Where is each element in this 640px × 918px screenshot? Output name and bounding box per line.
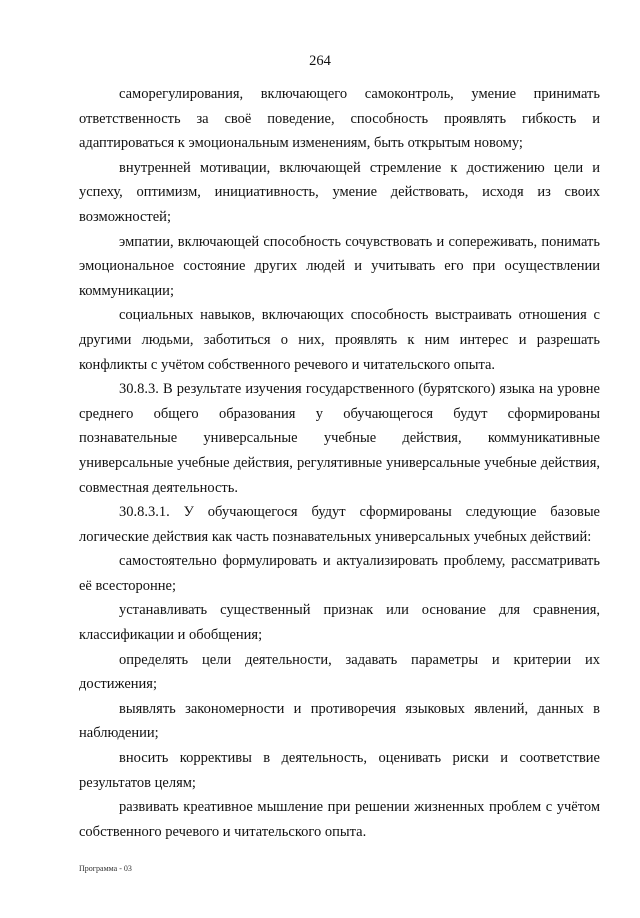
paragraph-social-skills: социальных навыков, включающих способность выстраивать отношения с другими людьми, заботиться о них, проявлять к ним интерес и разрешать конфликты с учётом собственного речевого и читательского опыта. bbox=[79, 307, 600, 373]
list-item-define-goals: определять цели деятельности, задавать параметры и критерии их достижения; bbox=[79, 651, 600, 693]
body-text bbox=[79, 82, 600, 844]
paragraph-self-regulation: саморегулирования, включающего самоконтроль, умение принимать ответственность за своё поведение, способность проявлять гибкость и адаптироваться к эмоциональным изменениям, быть открытым новому; bbox=[79, 86, 600, 152]
list-item-formulate-problem: самостоятельно формулировать и актуализировать проблему, рассматривать её всесторонне; bbox=[79, 553, 600, 594]
paragraph-section-30-8-3: 30.8.3. В результате изучения государственного (бурятского) языка на уровне среднего общего образования у обучающегося будут сформированы познавательные универсальные учебные действия, коммуникативные универсальные учебные действия, регулятивные универсальные учебные действия, совместная деятельность. bbox=[79, 381, 600, 496]
list-item-identify-patterns: выявлять закономерности и противоречия языковых явлений, данных в наблюдении; bbox=[79, 700, 600, 742]
list-item-make-corrections: вносить коррективы в деятельность, оценивать риски и соответствие результатов целям; bbox=[79, 750, 600, 791]
page-number: 264 bbox=[309, 53, 331, 69]
paragraph-internal-motivation: внутренней мотивации, включающей стремление к достижению цели и успеху, оптимизм, инициативность, умение действовать, исходя из своих возможностей; bbox=[79, 159, 600, 225]
list-item-creative-thinking: развивать креативное мышление при решении жизненных проблем с учётом собственного речевого и читательского опыта. bbox=[79, 799, 600, 840]
paragraph-empathy: эмпатии, включающей способность сочувствовать и сопереживать, понимать эмоциональное состояние других людей и учитывать его при осуществлении коммуникации; bbox=[79, 233, 600, 299]
footer-note: Программа - 03 bbox=[79, 864, 132, 873]
list-item-establish-criteria: устанавливать существенный признак или основание для сравнения, классификации и обобщения; bbox=[79, 602, 600, 644]
paragraph-section-30-8-3-1: 30.8.3.1. У обучающегося будут сформированы следующие базовые логические действия как часть познавательных универсальных учебных действий: bbox=[79, 504, 600, 545]
